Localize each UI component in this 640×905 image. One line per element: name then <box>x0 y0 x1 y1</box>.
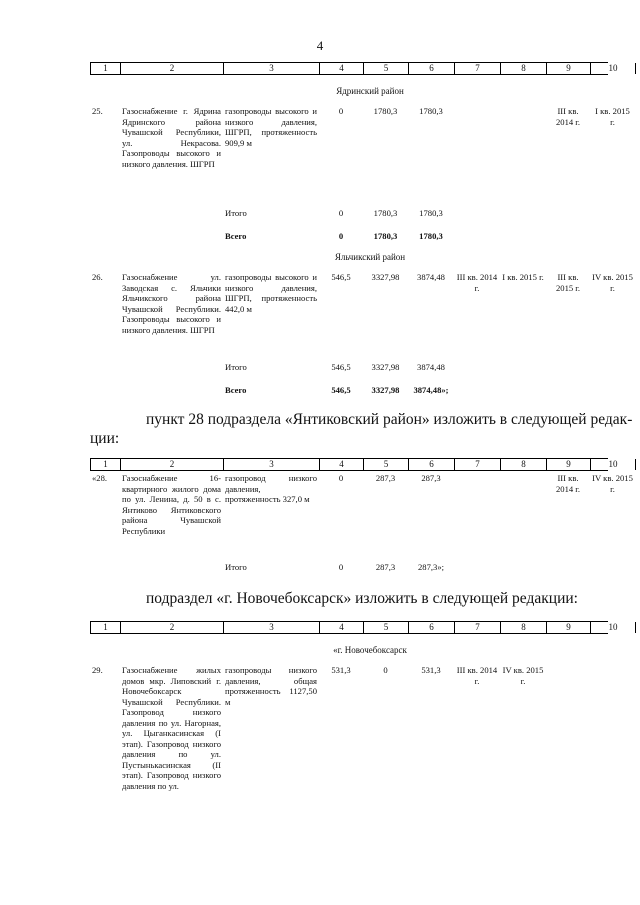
cell-value: 1780,3 <box>373 106 398 116</box>
cell-value: 0 <box>338 208 344 218</box>
object-description: газопроводы высокого и низкого давления, ШГРП, протяженность 442,0 м <box>225 272 317 314</box>
cell-value: 0 <box>338 231 344 241</box>
col-4: 4 <box>320 622 364 633</box>
col-6: 6 <box>409 63 455 74</box>
object-name: Газоснабжение 16-квартирного жилого дома по ул. Ленина, д. 50 в с. Янтиково Янтиковского района Чувашской Республики <box>122 473 221 536</box>
totals-label: Итого <box>225 208 247 218</box>
col-10: 10 <box>591 622 636 633</box>
cell-value: 3327,98 <box>371 362 400 372</box>
col-7: 7 <box>455 622 501 633</box>
col-10: 10 <box>591 459 636 470</box>
cell-value: IV кв. 2015 г. <box>592 473 633 494</box>
cell-value <box>500 106 546 169</box>
cell-value: 531,3 <box>421 665 441 675</box>
table-row <box>90 106 630 169</box>
col-2: 2 <box>121 63 224 74</box>
totals-row <box>90 362 608 373</box>
table-row <box>90 473 633 536</box>
col-6: 6 <box>409 459 455 470</box>
col-2: 2 <box>121 622 224 633</box>
totals-row <box>90 562 608 573</box>
col-9: 9 <box>547 459 591 470</box>
cell-value: 1780,3 <box>419 231 443 241</box>
col-9: 9 <box>547 622 591 633</box>
cell-value: IV кв. 2015 г. <box>502 665 544 686</box>
cell-value: 287,3 <box>375 473 396 483</box>
section-title: Яльчикский район <box>334 252 406 262</box>
cell-value: 546,5 <box>331 362 351 372</box>
col-4: 4 <box>320 63 364 74</box>
col-8: 8 <box>501 63 547 74</box>
cell-value: 287,3 <box>375 562 396 572</box>
col-5: 5 <box>364 63 409 74</box>
col-3: 3 <box>224 459 320 470</box>
cell-value: III кв. 2014 г. <box>555 473 581 494</box>
object-description: газопроводы высокого и низкого давления, ШГРП, протяженность 909,9 м <box>225 106 317 148</box>
col-5: 5 <box>364 622 409 633</box>
cell-value: 3327,98 <box>371 385 400 395</box>
section-title: Ядринский район <box>336 86 404 96</box>
cell-value: 3874,48 <box>417 272 445 282</box>
cell-value: 3327,98 <box>371 272 400 282</box>
table-header-2 <box>90 458 618 471</box>
paragraph-line: пункт 28 подраздела «Янтиковский район» изложить в следующей редак- <box>146 411 633 428</box>
row-number: 25. <box>92 106 103 116</box>
grand-total-row <box>90 385 608 396</box>
col-8: 8 <box>501 459 547 470</box>
col-6: 6 <box>409 622 455 633</box>
cell-value: 287,3»; <box>417 562 445 572</box>
table-row <box>90 272 633 335</box>
cell-value: 1780,3 <box>373 231 398 241</box>
paragraph-line: ции: <box>90 430 120 447</box>
totals-row <box>90 208 608 219</box>
object-description: газопроводы низкого давления, общая протяженность 1127,50 м <box>225 665 317 707</box>
cell-value: I кв. 2015 г. <box>502 272 544 282</box>
object-description: газопровод низкого давления, протяженность 327,0 м <box>225 473 317 504</box>
cell-value: III кв. 2014 г. <box>456 665 498 686</box>
cell-value: 1780,3 <box>373 208 398 218</box>
cell-value: 0 <box>338 473 344 483</box>
cell-value: 3874,48 <box>417 362 445 372</box>
grand-total-label: Всего <box>225 231 247 241</box>
cell-value: 287,3 <box>421 473 441 483</box>
col-5: 5 <box>364 459 409 470</box>
cell-value <box>454 106 500 169</box>
row-number: «28. <box>92 473 108 483</box>
paragraph: подраздел «г. Новочебоксарск» изложить в следующей редакции: <box>146 590 578 607</box>
object-name: Газоснабжение ул. Заводская с. Яльчики Яльчикского района Чувашской Республики. Газопроводы высокого и низкого давления. ШГРП <box>122 272 221 335</box>
cell-value: III кв. 2015 г. <box>555 272 581 293</box>
cell-value: 3874,48»; <box>413 385 449 395</box>
cell-value: 531,3 <box>331 665 351 675</box>
col-10: 10 <box>591 63 636 74</box>
table-row <box>90 665 608 791</box>
grand-total-label: Всего <box>225 385 247 395</box>
cell-value: 1780,3 <box>419 106 443 116</box>
col-3: 3 <box>224 63 320 74</box>
col-7: 7 <box>455 459 501 470</box>
cell-value: 0 <box>338 562 344 572</box>
cell-value: 0 <box>338 106 344 116</box>
col-7: 7 <box>455 63 501 74</box>
col-4: 4 <box>320 459 364 470</box>
cell-value: 0 <box>383 665 388 675</box>
col-1: 1 <box>91 63 121 74</box>
section-title: «г. Новочебоксарск <box>333 645 407 655</box>
cell-value: III кв. 2014 г. <box>456 272 498 293</box>
col-1: 1 <box>91 459 121 470</box>
cell-value: III кв. 2014 г. <box>555 106 581 127</box>
page-number: 4 <box>316 38 324 53</box>
row-number: 29. <box>92 665 103 675</box>
grand-total-row <box>90 231 608 242</box>
cell-value: 546,5 <box>331 272 351 282</box>
object-name: Газоснабжение г. Ядрина Ядринского района Чувашской Республики, ул. Некрасова. Газопроводы высокого и низкого давления. ШГРП <box>122 106 221 169</box>
cell-value: I кв. 2015 г. <box>595 106 630 127</box>
table-header-1 <box>90 62 618 75</box>
col-9: 9 <box>547 63 591 74</box>
totals-label: Итого <box>225 362 247 372</box>
col-8: 8 <box>501 622 547 633</box>
object-name: Газоснабжение жилых домов мкр. Липовский г. Новочебоксарск Чувашской Республики. Газопровод низкого давления по ул. Нагорная, ул. Цыганкасинская (I этап). Газопровод низкого давления по ул. Пустынькасинская (II этап). Газопровод низкого давления по ул. <box>122 665 221 791</box>
cell-value: 1780,3 <box>419 208 443 218</box>
cell-value: IV кв. 2015 г. <box>592 272 633 293</box>
col-2: 2 <box>121 459 224 470</box>
row-number: 26. <box>92 272 103 282</box>
table-header-3 <box>90 621 618 634</box>
col-3: 3 <box>224 622 320 633</box>
col-1: 1 <box>91 622 121 633</box>
cell-value: 546,5 <box>331 385 351 395</box>
totals-label: Итого <box>225 562 247 572</box>
